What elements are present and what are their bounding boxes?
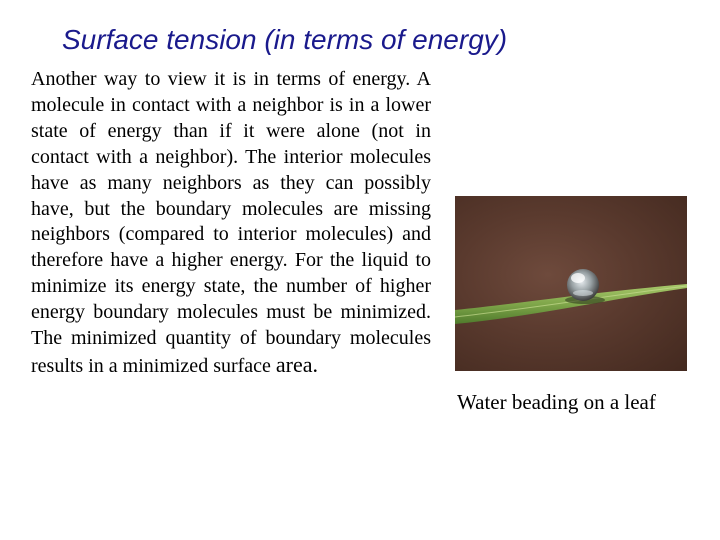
- water-droplet-photo: [455, 196, 687, 371]
- leaf-droplet-illustration: [455, 196, 687, 371]
- body-paragraph: [31, 67, 431, 380]
- body-text-main: Another way to view it is in terms of energy. A molecule in contact with a neighbor is in a lower state of energy than if it were alone (not in contact with a neighbor). The interior molecules have as many neighbors as they can possibly have, but the boundary molecules are missing neighbors (compared to interior molecules) and therefore have a higher energy. For the liquid to minimize its energy state, the number of higher energy boundary molecules must be minimized. The minimized quantity of boundary molecules results in a minimized surface: [31, 68, 431, 377]
- image-caption: Water beading on a leaf: [457, 390, 656, 414]
- slide-title: Surface tension (in terms of energy): [62, 24, 508, 55]
- droplet-highlight: [571, 273, 585, 283]
- body-text-last-word: area.: [275, 351, 319, 377]
- droplet: [567, 269, 599, 301]
- droplet-reflection: [573, 290, 593, 296]
